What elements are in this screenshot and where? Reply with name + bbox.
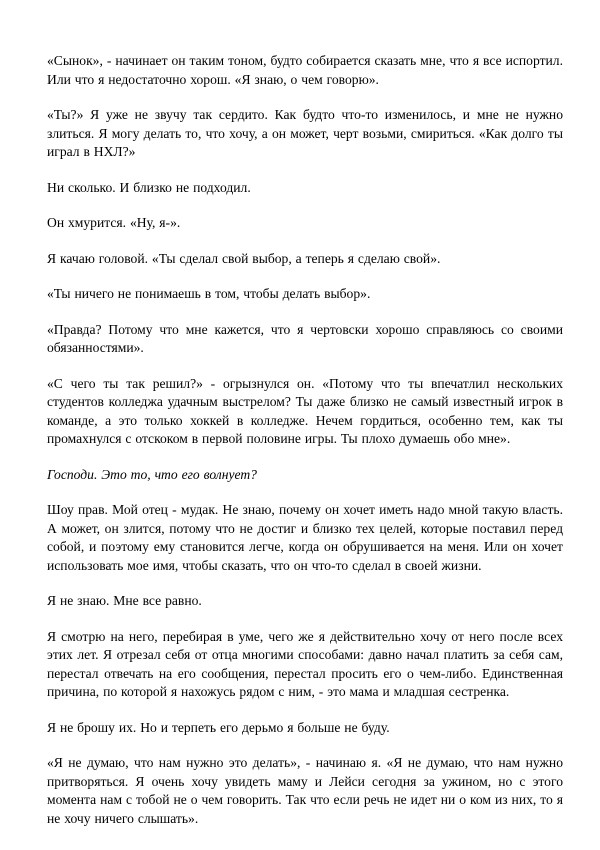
paragraph-12: Я смотрю на него, перебирая в уме, чего же я действительно хочу от него после всех этих лет. Я отрезал себя от отца многими способами: давно начал платить за себя сам, перестал отвечать на его сообщения, перестал просить его о чем-либо. Единственная причина, по которой я нахожусь рядом с ним, - это мама и младшая сестренка.	[47, 628, 563, 699]
paragraph-8: «С чего ты так решил?» - огрызнулся он. «Потому что ты впечатлил нескольких студентов колледжа удачным выстрелом? Ты даже близко не самый известный игрок в команде, а это только хоккей в колледже. Нечем гордиться, особенно тем, как ты промахнулся с отскоком в первой половине игры. Ты плохо думаешь обо мне».	[47, 375, 563, 446]
paragraph-13: Я не брошу их. Но и терпеть его дерьмо я больше не буду.	[47, 719, 390, 735]
paragraph-3: Ни сколько. И близко не подходил.	[47, 179, 251, 195]
paragraph-6: «Ты ничего не понимаешь в том, чтобы делать выбор».	[47, 286, 371, 301]
paragraph-14: «Я не думаю, что нам нужно это делать», - начинаю я. «Я не думаю, что нам нужно притворяться. Я очень хочу увидеть маму и Лейси сегодня за ужином, но с этого момента нам с тобой не о чем говорить. Так что если речь не идет ни о ком из них, то я не хочу ничего слышать».	[47, 755, 563, 826]
paragraph-9-italic: Господи. Это то, что его волнует?	[47, 466, 257, 482]
document-page	[47, 52, 563, 845]
paragraph-2: «Ты?» Я уже не звучу так сердито. Как будто что-то изменилось, и мне не нужно злиться. Я могу делать то, что хочу, а он может, черт возьми, смириться. «Как долго ты играл в НХЛ?»	[47, 107, 563, 159]
paragraph-4: Он хмурится. «Ну, я-».	[47, 215, 181, 230]
paragraph-5: Я качаю головой. «Ты сделал свой выбор, а теперь я сделаю свой».	[47, 250, 441, 266]
paragraph-10: Шоу прав. Мой отец - мудак. Не знаю, почему он хочет иметь надо мной такую власть. А может, он злится, потому что не достиг и близко тех целей, которые поставил перед собой, и поэтому ему становится легче, когда он обрушивается на меня. Или он хочет использовать мое имя, чтобы сказать, что он что-то сделал в своей жизни.	[47, 502, 563, 573]
paragraph-11: Я не знаю. Мне все равно.	[47, 593, 202, 608]
paragraph-1: «Сынок», - начинает он таким тоном, будто собирается сказать мне, что я все испортил. Или что я недостаточно хорош. «Я знаю, о чем говорю».	[47, 53, 563, 87]
paragraph-7: «Правда? Потому что мне кажется, что я чертовски хорошо справляюсь со своими обязанностями».	[47, 321, 563, 355]
